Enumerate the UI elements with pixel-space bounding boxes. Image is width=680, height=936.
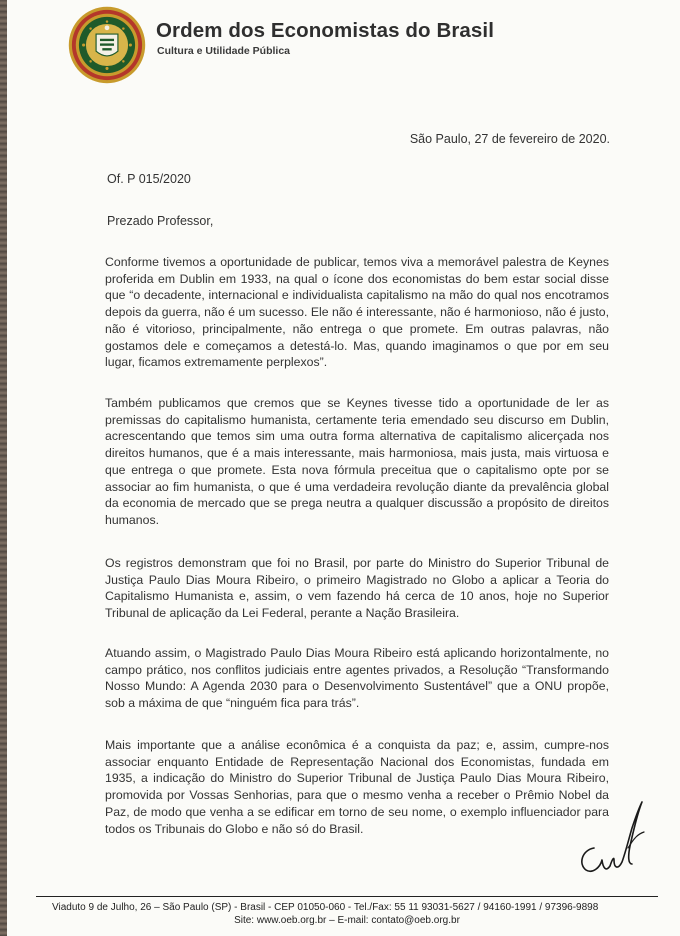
letter-paragraph-4: Atuando assim, o Magistrado Paulo Dias Moura Ribeiro está aplicando horizontalmente, no campo prático, nos conflitos judiciais entre agentes privados, a Resolução “Transformando Nosso Mundo: A Agenda 2030 para o Desenvolvimento Sustentável” que a ONU propõe, sob a máxima de que “ninguém fica para trás”. bbox=[105, 646, 609, 711]
organization-name: Ordem dos Economistas do Brasil bbox=[156, 19, 495, 42]
footer-divider bbox=[36, 896, 658, 897]
letter-date: São Paulo, 27 de fevereiro de 2020. bbox=[409, 132, 610, 146]
letter-paragraph-3: Os registros demonstram que foi no Brasil, por parte do Ministro do Superior Tribunal de Justiça Paulo Dias Moura Ribeiro, o primeiro Magistrado no Globo a aplicar a Teoria do Capitalismo Humanista e, assim, o vem fazendo há cerca de 10 anos, hoje no Superior Tribunal de aplicação da Lei Federal, perante a Nação Brasileira. bbox=[105, 556, 609, 621]
scan-binding-edge bbox=[0, 0, 7, 936]
letter-salutation: Prezado Professor, bbox=[107, 214, 214, 228]
footer-address: Viaduto 9 de Julho, 26 – São Paulo (SP) - Brasil - CEP 01050-060 - Tel./Fax: 55 11 93031-5627 / 94160-1991 / 97396-9898 bbox=[52, 902, 599, 913]
letter-paragraph-1: Conforme tivemos a oportunidade de publicar, temos viva a memorável palestra de Keynes proferida em Dublin em 1933, na qual o ícone dos economistas do bem estar social disse que “o decadente, internacional e individualista capitalismo na mão do qual nos encotramos depois da guerra, não é um sucesso. Ele não é interessante, não é harmonioso, não é justo, não é vitorioso, principalmente, não entrega o que promete. Em outras palavras, não gostamos dele e começamos a detestá-lo. Mas, quando imaginamos o que por em seu lugar, ficamos extremamente perplexos”. bbox=[105, 255, 609, 370]
letter-paragraph-2: Também publicamos que cremos que se Keynes tivesse tido a oportunidade de ler as premissas do capitalismo humanista, certamente teria emendado seu discurso em Dublin, acrescentando que temos sim uma outra forma alternativa de capitalismo alicerçada nos direitos humanos, que é a mais interessante, mais harmoniosa, mais justa, mais virtuosa e que entrega o que promete. Esta nova fórmula preceitua que o capitalismo opte por se associar ao fim humanista, o que é uma verdadeira revolução diante da prevalência global da economia de mercado que se prega neutra a qualquer discussão a propósito de direitos humanos. bbox=[105, 396, 609, 527]
letter-reference: Of. P 015/2020 bbox=[107, 172, 191, 186]
organization-subtitle: Cultura e Utilidade Pública bbox=[157, 45, 291, 57]
oeb-seal-logo bbox=[68, 6, 146, 84]
letter-paragraph-5: Mais importante que a análise econômica é a conquista da paz; e, assim, cumpre-nos associar enquanto Entidade de Representação Nacional dos Economistas, fundada em 1935, a indicação do Ministro do Superior Tribunal de Justiça Paulo Dias Moura Ribeiro, promovida por Vossas Senhorias, para que o mesmo venha a receber o Prêmio Nobel da Paz, de modo que venha a se edificar em torno de seu nome, o exemplo influenciador para todos os Tribunais do Globo e não só do Brasil. bbox=[105, 738, 609, 836]
footer-contact: Site: www.oeb.org.br – E-mail: contato@oeb.org.br bbox=[234, 915, 460, 926]
handwritten-signature bbox=[572, 798, 652, 880]
